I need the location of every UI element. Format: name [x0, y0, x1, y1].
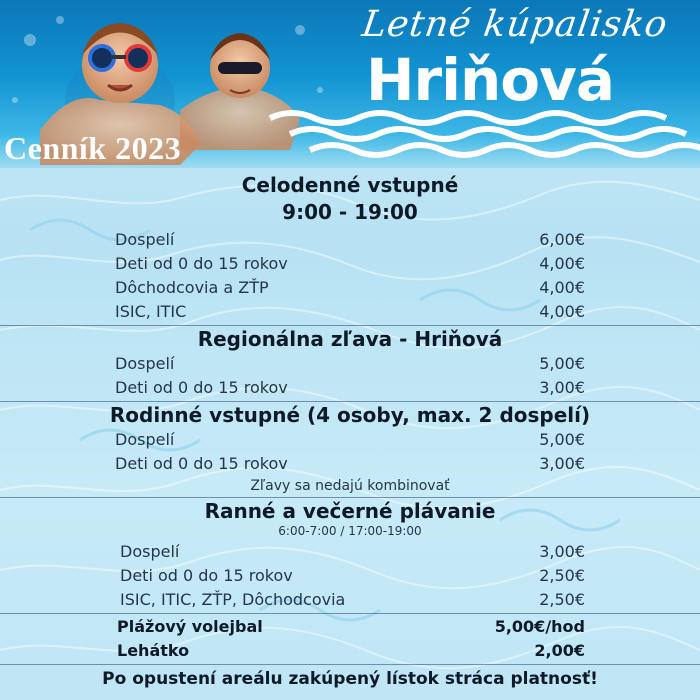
section-title-rodinne: Rodinné vstupné (4 osoby, max. 2 dospelí)	[109, 403, 591, 427]
validity-notice: Po opustení areálu zakúpený lístok stráca platnosť!	[102, 669, 598, 689]
price-label: Deti od 0 do 15 rokov	[115, 454, 288, 473]
price-label: Deti od 0 do 15 rokov	[115, 378, 288, 397]
price-list-year: Cenník 2023	[4, 130, 182, 166]
price-row	[0, 540, 700, 564]
section-title-celodenne: Celodenné vstupné	[241, 173, 459, 197]
price-value: 4,00€	[539, 302, 585, 321]
town-brand-title: Hriňová	[365, 46, 615, 114]
price-row	[0, 639, 700, 663]
child-swimmer-2	[180, 33, 300, 150]
price-row	[0, 452, 700, 476]
price-label: Dôchodcovia a ZŤP	[115, 278, 269, 297]
price-row	[0, 276, 700, 300]
price-label: Deti od 0 do 15 rokov	[120, 566, 293, 585]
section-divider	[0, 401, 700, 402]
price-label: Deti od 0 do 15 rokov	[115, 254, 288, 273]
price-value: 6,00€	[539, 230, 585, 249]
price-label: Lehátko	[117, 641, 190, 660]
price-row	[0, 228, 700, 252]
pool-name-script: Letné kúpalisko	[359, 4, 671, 45]
price-value: 5,00€/hod	[494, 617, 585, 636]
price-row	[0, 615, 700, 639]
price-list	[0, 168, 700, 692]
waves-graphic	[270, 113, 700, 155]
price-value: 3,00€	[539, 454, 585, 473]
price-row	[0, 252, 700, 276]
price-label: Dospelí	[115, 354, 175, 373]
price-row	[0, 564, 700, 588]
section-divider	[0, 325, 700, 326]
price-row	[0, 428, 700, 452]
section-title-regionalna: Regionálna zľava - Hriňová	[197, 327, 503, 351]
discount-note: Zľavy sa nedajú kombinovať	[250, 478, 450, 494]
price-label: ISIC, ITIC	[115, 302, 187, 321]
price-value: 5,00€	[539, 354, 585, 373]
price-value: 2,50€	[539, 566, 585, 585]
price-label: ISIC, ITIC, ZŤP, Dôchodcovia	[120, 590, 346, 609]
price-row	[0, 588, 700, 612]
price-row	[0, 352, 700, 376]
price-value: 5,00€	[539, 430, 585, 449]
section-divider	[0, 497, 700, 498]
price-label: Dospelí	[120, 542, 180, 561]
price-label: Dospelí	[115, 430, 175, 449]
section-divider	[0, 664, 700, 665]
price-value: 3,00€	[539, 542, 585, 561]
price-row	[0, 376, 700, 400]
price-value: 3,00€	[539, 378, 585, 397]
section-divider	[0, 613, 700, 614]
price-value: 2,50€	[539, 590, 585, 609]
section-hours-celodenne: 9:00 - 19:00	[282, 200, 418, 224]
header-banner	[0, 0, 700, 168]
price-row	[0, 300, 700, 324]
price-label: Dospelí	[115, 230, 175, 249]
price-label: Plážový volejbal	[117, 617, 263, 636]
section-hours-ranne: 6:00-7:00 / 17:00-19:00	[278, 524, 422, 538]
price-value: 4,00€	[539, 278, 585, 297]
price-value: 4,00€	[539, 254, 585, 273]
section-title-ranne: Ranné a večerné plávanie	[204, 499, 496, 523]
price-value: 2,00€	[534, 641, 585, 660]
